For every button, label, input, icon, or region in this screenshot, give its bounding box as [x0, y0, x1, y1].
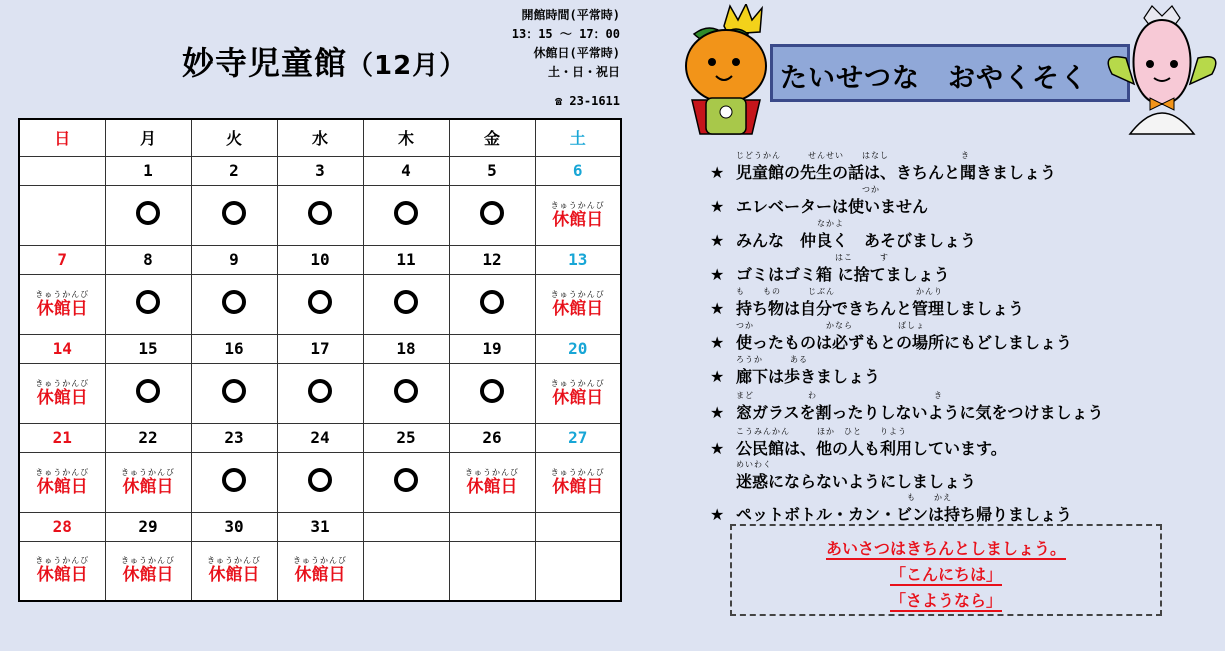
status-cell	[191, 363, 277, 423]
greeting-line-3: 「さようなら」	[889, 591, 1002, 610]
weekday-sun: 日	[19, 119, 105, 156]
date-cell: 30	[191, 512, 277, 541]
date-cell: 1	[105, 156, 191, 185]
rule-text: ゴミはゴミ箱 に捨てましょう	[736, 265, 950, 284]
date-cell: 4	[363, 156, 449, 185]
rule-furigana: まど わ き	[736, 391, 943, 400]
status-cell	[19, 452, 105, 512]
open-circle-icon	[136, 290, 160, 314]
date-cell: 14	[19, 334, 105, 363]
date-cell: 20	[535, 334, 621, 363]
open-circle-icon	[308, 468, 332, 492]
date-row	[19, 245, 621, 274]
open-circle-icon	[394, 201, 418, 225]
weekday-sat: 土	[535, 119, 621, 156]
closed-day-label	[551, 469, 605, 496]
date-cell: 3	[277, 156, 363, 185]
status-cell	[535, 185, 621, 245]
closed-day-label	[551, 291, 605, 318]
rule-furigana: つか	[736, 185, 880, 194]
star-icon: ★	[710, 403, 725, 422]
closed-day-label	[121, 469, 175, 496]
status-cell	[191, 274, 277, 334]
date-cell	[363, 512, 449, 541]
open-circle-icon	[480, 290, 504, 314]
rule-item	[710, 219, 1104, 251]
rule-furigana: はこ す	[736, 253, 889, 262]
status-cell	[535, 274, 621, 334]
status-cell	[363, 452, 449, 512]
closed-word: 休館日	[552, 298, 604, 319]
closed-ruby: きゅうかんび	[35, 289, 90, 299]
status-cell	[363, 541, 449, 601]
closed-ruby: きゅうかんび	[207, 556, 261, 566]
weekday-wed: 水	[277, 119, 363, 156]
rule-text: 廊下は歩きましょう	[736, 367, 881, 386]
closed-day-label	[551, 202, 605, 229]
open-circle-icon	[222, 379, 246, 403]
closed-day-label	[121, 557, 175, 584]
closed-word: 休館日	[122, 565, 174, 586]
status-row	[19, 185, 621, 245]
open-circle-icon	[308, 290, 332, 314]
star-icon: ★	[710, 299, 725, 318]
star-icon: ★	[710, 367, 725, 386]
closed-word: 休館日	[36, 565, 88, 586]
status-cell	[105, 363, 191, 423]
status-row	[19, 452, 621, 512]
closed-ruby: きゅうかんび	[121, 467, 175, 477]
date-cell: 27	[535, 423, 621, 452]
status-cell	[449, 541, 535, 601]
open-circle-icon	[222, 290, 246, 314]
open-circle-icon	[222, 201, 246, 225]
status-cell	[105, 274, 191, 334]
hours-info	[498, 6, 620, 82]
date-row	[19, 512, 621, 541]
closed-ruby: きゅうかんび	[550, 200, 605, 210]
hours-value: 13：15 ～ 17：00	[511, 27, 620, 41]
open-circle-icon	[222, 468, 246, 492]
date-row	[19, 423, 621, 452]
rule-item	[710, 493, 1104, 525]
status-cell	[363, 185, 449, 245]
date-cell: 6	[535, 156, 621, 185]
status-cell	[449, 185, 535, 245]
open-circle-icon	[394, 290, 418, 314]
star-icon: ★	[710, 197, 725, 216]
status-cell	[105, 452, 191, 512]
status-cell	[449, 363, 535, 423]
closed-label: 休館日(平常時)	[533, 46, 620, 60]
closed-days: 土・日・祝日	[547, 65, 620, 79]
status-cell	[19, 363, 105, 423]
title-month: （12月）	[347, 51, 467, 81]
status-cell	[277, 541, 363, 601]
status-cell	[277, 363, 363, 423]
closed-ruby: きゅうかんび	[550, 289, 605, 299]
closed-ruby: きゅうかんび	[465, 467, 519, 477]
banner-title: たいせつな おやくそく	[780, 63, 1088, 94]
closed-word: 休館日	[36, 298, 88, 319]
date-cell: 28	[19, 512, 105, 541]
date-row	[19, 334, 621, 363]
rule-item-continued	[710, 460, 1104, 492]
weekday-tue: 火	[191, 119, 277, 156]
date-cell: 17	[277, 334, 363, 363]
status-cell	[363, 363, 449, 423]
rule-text: 公民館は、他の人も利用しています。	[736, 439, 1007, 458]
rule-text: みんな 仲良く あそびましょう	[736, 231, 977, 250]
star-icon: ★	[710, 333, 725, 352]
status-cell	[19, 274, 105, 334]
status-cell	[105, 185, 191, 245]
weekday-fri: 金	[449, 119, 535, 156]
rule-text: 持ち物は自分できちんと管理しましょう	[736, 299, 1025, 318]
rule-text: 児童館の先生の話は、きちんと聞きましょう	[736, 163, 1057, 182]
date-cell	[19, 156, 105, 185]
open-circle-icon	[136, 379, 160, 403]
closed-word: 休館日	[36, 476, 88, 497]
status-cell	[449, 452, 535, 512]
date-cell: 13	[535, 245, 621, 274]
date-cell: 24	[277, 423, 363, 452]
date-cell: 23	[191, 423, 277, 452]
persimmon-mascot-icon	[680, 4, 776, 136]
closed-day-label	[207, 557, 261, 584]
status-cell	[277, 185, 363, 245]
page-title	[182, 38, 466, 84]
rule-furigana: も かえ	[736, 493, 952, 502]
closed-word: 休館日	[36, 387, 88, 408]
rule-item	[710, 391, 1104, 423]
date-cell: 8	[105, 245, 191, 274]
date-cell: 2	[191, 156, 277, 185]
rule-item	[710, 185, 1104, 217]
status-cell	[277, 452, 363, 512]
date-cell: 18	[363, 334, 449, 363]
closed-day-label	[35, 469, 89, 496]
date-cell: 9	[191, 245, 277, 274]
date-cell: 22	[105, 423, 191, 452]
rule-furigana: も もの じぶん かんり	[736, 287, 943, 296]
open-circle-icon	[394, 468, 418, 492]
calendar-table	[18, 118, 622, 602]
closed-word: 休館日	[552, 476, 604, 497]
date-cell: 29	[105, 512, 191, 541]
rule-text: 使ったものは必ずもとの場所にもどしましょう	[736, 333, 1073, 352]
date-cell: 12	[449, 245, 535, 274]
status-row	[19, 363, 621, 423]
title-text: 妙寺児童館	[182, 44, 348, 82]
closed-day-label	[35, 557, 89, 584]
rule-furigana: じどうかん せんせい はなし き	[736, 151, 970, 160]
rule-text: エレベーターは使いません	[736, 197, 929, 216]
rule-item	[710, 427, 1104, 459]
star-icon: ★	[710, 231, 725, 250]
rule-item	[710, 151, 1104, 183]
closed-day-label	[35, 380, 89, 407]
open-circle-icon	[480, 379, 504, 403]
greeting-line-2: 「こんにちは」	[889, 565, 1002, 584]
status-cell	[191, 452, 277, 512]
open-circle-icon	[308, 201, 332, 225]
date-cell: 31	[277, 512, 363, 541]
date-cell: 26	[449, 423, 535, 452]
closed-ruby: きゅうかんび	[550, 467, 605, 477]
greeting-line-1: あいさつはきちんとしましょう。	[825, 539, 1066, 558]
date-cell: 19	[449, 334, 535, 363]
hours-label: 開館時間(平常時)	[521, 8, 620, 22]
rule-furigana: こうみんかん ほか ひと りよう	[736, 427, 907, 436]
rule-item	[710, 253, 1104, 285]
status-row	[19, 541, 621, 601]
rule-furigana: ろうか ある	[736, 355, 808, 364]
closed-word: 休館日	[466, 476, 518, 497]
closed-word: 休館日	[294, 565, 346, 586]
phone-number: ☎ 23-1611	[554, 94, 620, 108]
date-cell: 16	[191, 334, 277, 363]
star-icon: ★	[710, 439, 725, 458]
greeting-box	[730, 524, 1162, 616]
closed-word: 休館日	[552, 209, 604, 230]
status-cell	[105, 541, 191, 601]
rule-item	[710, 355, 1104, 387]
status-cell	[191, 541, 277, 601]
star-icon: ★	[710, 265, 725, 284]
closed-day-label	[293, 557, 347, 584]
rules-list	[710, 151, 1104, 524]
date-cell: 7	[19, 245, 105, 274]
status-row	[19, 274, 621, 334]
closed-ruby: きゅうかんび	[35, 467, 90, 477]
status-cell	[191, 185, 277, 245]
rule-text: 窓ガラスを割ったりしないように気をつけましょう	[736, 403, 1104, 422]
open-circle-icon	[394, 379, 418, 403]
date-cell: 10	[277, 245, 363, 274]
status-cell	[277, 274, 363, 334]
closed-day-label	[551, 380, 605, 407]
status-cell	[19, 185, 105, 245]
star-icon: ★	[710, 505, 725, 524]
date-cell: 15	[105, 334, 191, 363]
date-cell: 5	[449, 156, 535, 185]
status-cell	[535, 363, 621, 423]
calendar-body	[19, 156, 621, 601]
open-circle-icon	[480, 201, 504, 225]
date-cell: 11	[363, 245, 449, 274]
rule-text: ペットボトル・カン・ビンは持ち帰りましょう	[736, 505, 1073, 524]
status-cell	[19, 541, 105, 601]
date-cell: 21	[19, 423, 105, 452]
closed-ruby: きゅうかんび	[121, 556, 175, 566]
date-row	[19, 156, 621, 185]
rule-item	[710, 287, 1104, 319]
date-cell	[535, 512, 621, 541]
closed-word: 休館日	[208, 565, 260, 586]
weekday-mon: 月	[105, 119, 191, 156]
status-cell	[363, 274, 449, 334]
status-cell	[449, 274, 535, 334]
closed-word: 休館日	[552, 387, 604, 408]
rule-item	[710, 321, 1104, 353]
status-cell	[535, 452, 621, 512]
closed-ruby: きゅうかんび	[550, 378, 605, 388]
rule-furigana: なかよ	[736, 219, 844, 228]
weekday-thu: 木	[363, 119, 449, 156]
closed-word: 休館日	[122, 476, 174, 497]
status-cell	[535, 541, 621, 601]
closed-ruby: きゅうかんび	[35, 378, 90, 388]
peach-mascot-icon	[1104, 4, 1220, 136]
closed-day-label	[35, 291, 89, 318]
closed-ruby: きゅうかんび	[293, 556, 347, 566]
rule-furigana: つか かなら ばしょ	[736, 321, 925, 330]
star-icon: ★	[710, 163, 725, 182]
closed-ruby: きゅうかんび	[35, 556, 90, 566]
rule-furigana: めいわく	[736, 460, 772, 469]
open-circle-icon	[308, 379, 332, 403]
weekday-header-row	[19, 119, 621, 156]
date-cell	[449, 512, 535, 541]
open-circle-icon	[136, 201, 160, 225]
closed-day-label	[465, 469, 519, 496]
date-cell: 25	[363, 423, 449, 452]
rule-text: 迷惑にならないようにしましょう	[736, 472, 977, 491]
